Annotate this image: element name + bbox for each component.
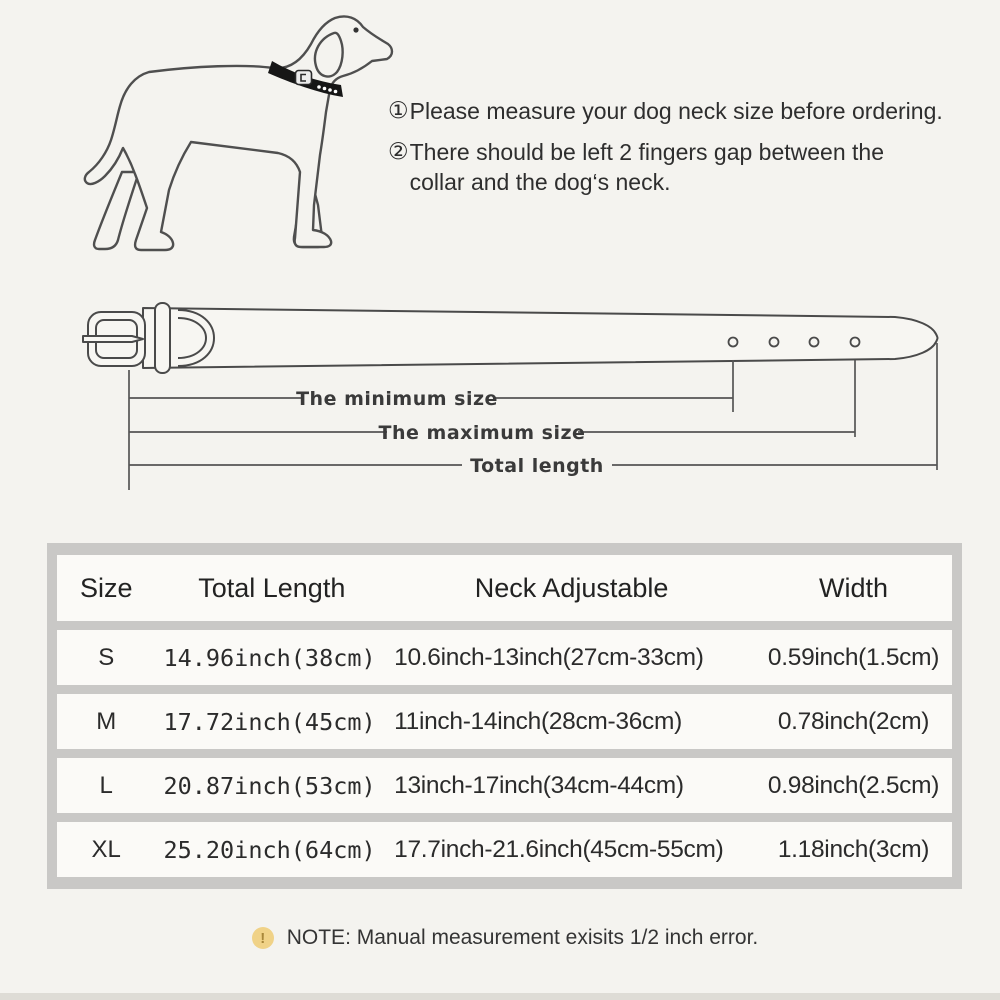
table-row <box>57 630 952 685</box>
total-length-label: Total length <box>470 455 604 477</box>
collar-strap <box>143 308 938 368</box>
minimum-size-label: The minimum size <box>296 388 498 410</box>
table-header-row <box>57 555 952 621</box>
neck-adjustable-value: 11inch-14inch(28cm-36cm) <box>394 707 682 735</box>
instruction-1-text: Please measure your dog neck size before ordering. <box>409 98 943 124</box>
header-neck-adjustable: Neck Adjustable <box>474 572 669 603</box>
size-value: M <box>96 707 117 735</box>
total-length-value: 14.96inch(38cm) <box>163 643 376 672</box>
bottom-edge-strip <box>0 993 1000 1000</box>
width-value: 0.98inch(2.5cm) <box>767 771 940 799</box>
instruction-2-line2: collar and the dog‘s neck. <box>409 169 671 195</box>
width-value: 0.78inch(2cm) <box>777 707 930 735</box>
size-table <box>47 543 962 889</box>
neck-adjustable-value: 10.6inch-13inch(27cm-33cm) <box>394 643 704 671</box>
circled-two-icon: ② <box>388 139 409 165</box>
instruction-item-1 <box>388 96 988 126</box>
dog-collar-buckle <box>296 71 312 85</box>
neck-adjustable-value: 17.7inch-21.6inch(45cm-55cm) <box>394 835 724 863</box>
collar-buckle-prong <box>83 336 143 342</box>
size-value: XL <box>91 835 121 863</box>
total-length-value: 17.72inch(45cm) <box>163 707 376 736</box>
header-size: Size <box>79 572 133 603</box>
header-width: Width <box>818 572 889 603</box>
header-total-length: Total Length <box>198 572 346 603</box>
total-length-value: 25.20inch(64cm) <box>163 835 376 864</box>
circled-one-icon: ① <box>388 98 409 124</box>
dog-far-hind-leg <box>94 172 139 249</box>
collar-measurement-diagram <box>50 288 960 503</box>
width-value: 0.59inch(1.5cm) <box>767 643 940 671</box>
table-row <box>57 758 952 813</box>
instruction-2-line1: There should be left 2 fingers gap between the <box>409 139 884 165</box>
note-text: NOTE: Manual measurement exisits 1/2 inch error. <box>286 926 759 949</box>
neck-adjustable-value: 13inch-17inch(34cm-44cm) <box>394 771 684 799</box>
exclamation-icon: ! <box>252 927 274 949</box>
dog-illustration <box>75 0 400 275</box>
instructions <box>388 96 988 208</box>
dog-body-outline <box>85 16 392 250</box>
size-value: S <box>98 643 115 671</box>
table-row <box>57 822 952 877</box>
note <box>0 918 1000 958</box>
instruction-item-2 <box>388 137 988 197</box>
dog-eye <box>353 27 358 32</box>
table-row <box>57 694 952 749</box>
size-value: L <box>99 771 113 799</box>
instruction-2-text <box>410 137 884 197</box>
maximum-size-label: The maximum size <box>378 422 586 444</box>
collar-keeper <box>155 303 170 373</box>
width-value: 1.18inch(3cm) <box>777 835 930 863</box>
total-length-value: 20.87inch(53cm) <box>163 771 376 800</box>
